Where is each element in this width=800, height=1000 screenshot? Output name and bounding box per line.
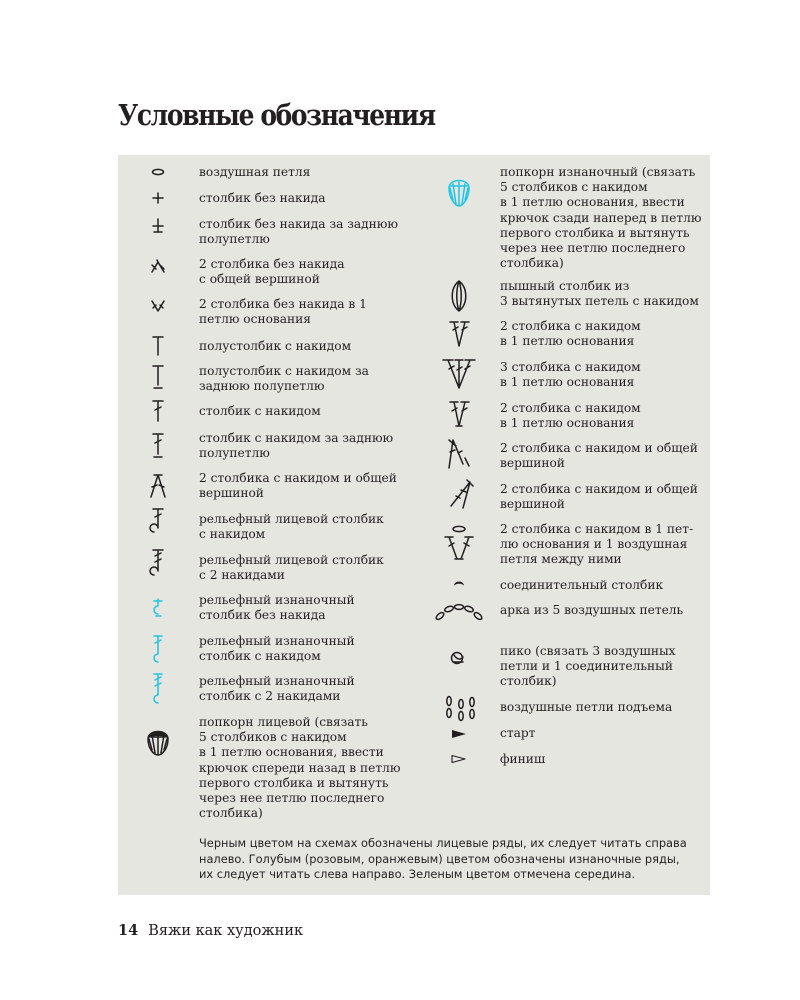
legend-label-line: с общей вершиной	[199, 272, 320, 287]
finish-arrow-icon	[439, 739, 479, 779]
legend-label-line: попкорн лицевой (связать	[199, 715, 368, 729]
back-post-tr-icon	[138, 671, 178, 711]
legend-label-line: в 1 петлю основания	[500, 375, 635, 390]
legend-label-line: в 1 петлю основания, ввести	[199, 745, 384, 760]
legend-label-line: заднюю полупетлю	[199, 379, 325, 394]
legend-label	[199, 297, 367, 327]
legend-label-line: 2 столбика с накидом	[500, 401, 641, 415]
legend-label-line: лю основания и 1 воздушная	[500, 537, 688, 552]
page-title: Условные обозначения	[118, 98, 435, 132]
v-stitch-icon	[439, 523, 479, 563]
legend-label	[500, 752, 545, 767]
legend-label-line: 3 столбика с накидом	[500, 360, 641, 374]
legend-label	[199, 593, 355, 623]
legend-label-line: полустолбик с накидом за	[199, 364, 369, 378]
legend-label-line: через нее петлю последнего	[500, 241, 686, 256]
legend-label-line: столбик без накида за заднюю	[199, 217, 398, 231]
legend-label-line: 2 столбика с накидом в 1 пет-	[500, 522, 694, 536]
legend-label	[500, 700, 672, 715]
legend-label	[199, 364, 369, 394]
legend-label-line: 2 столбика с накидом и общей	[199, 471, 397, 485]
legend-label	[500, 482, 698, 512]
legend-label-line: рельефный лицевой столбик	[199, 553, 384, 567]
front-post-tr-icon	[138, 545, 178, 585]
dc3-increase-icon	[439, 354, 479, 394]
legend-label-line: в 1 петлю основания	[500, 334, 635, 349]
sc-increase-icon	[138, 286, 178, 326]
single-crochet-back-loop-icon	[138, 205, 178, 245]
legend-label-line: вершиной	[500, 497, 565, 512]
legend-label-line: арка из 5 воздушных петель	[500, 603, 684, 617]
legend-label	[500, 522, 693, 568]
legend-label-line: пышный столбик из	[500, 279, 630, 293]
legend-label	[500, 165, 701, 271]
legend-label-line: 5 столбиков с накидом	[500, 180, 648, 195]
legend-label	[199, 553, 384, 583]
legend-label	[199, 257, 344, 287]
legend-label-line: петли и 1 соединительный	[500, 659, 673, 674]
legend-label-line: полустолбик с накидом	[199, 339, 352, 353]
legend-label-line: с накидом	[199, 527, 266, 542]
legend-label-line: петля между ними	[500, 552, 622, 567]
legend-label-line: столбик с накидом	[199, 649, 321, 664]
legend-label-line: воздушная петля	[199, 165, 311, 179]
legend-label	[199, 431, 393, 461]
legend-label-line: первого столбика и вытянуть	[500, 225, 690, 240]
legend-label	[199, 217, 398, 247]
legend-label-line: рельефный изнаночный	[199, 593, 355, 607]
note-line: Черным цветом на схемах обозначены лицевые ряды, их следует читать справа	[199, 836, 687, 850]
legend-label-line: вершиной	[500, 456, 565, 471]
book-title: Вяжи как художник	[148, 923, 304, 939]
legend-label-line: соединительный столбик	[500, 578, 664, 592]
legend-label-line: столбик с 2 накидами	[199, 689, 341, 704]
legend-label-line: столбик с накидом за заднюю	[199, 431, 394, 445]
popcorn-front-icon	[138, 721, 178, 761]
legend-label-line: 5 столбиков с накидом	[199, 730, 347, 745]
dc-increase-alt-icon	[439, 394, 479, 434]
legend-label-line: столбик без накида	[199, 191, 326, 205]
legend-label	[500, 726, 535, 741]
dc-increase-icon	[439, 314, 479, 354]
dc2tog-left-icon	[439, 434, 479, 474]
dc-back-loop-icon	[138, 425, 178, 465]
legend-label-line: столбик)	[500, 674, 557, 689]
legend-label-line: попкорн изнаночный (связать	[500, 165, 696, 179]
dc2tog-icon	[138, 466, 178, 506]
legend-label	[199, 512, 384, 542]
legend-label-line: столбик без накида	[199, 608, 326, 623]
legend-label	[199, 634, 355, 664]
back-post-dc-icon	[138, 630, 178, 670]
legend-label-line: рельефный изнаночный	[199, 634, 355, 648]
legend-label	[199, 165, 310, 180]
front-post-dc-icon	[138, 502, 178, 542]
legend-label-line: рельефный лицевой столбик	[199, 512, 384, 526]
legend-label	[500, 360, 641, 390]
legend-label	[199, 404, 321, 419]
legend-label-line: в 1 петлю основания, ввести	[500, 195, 685, 210]
legend-label-line: петлю основания	[199, 312, 311, 327]
page-number: 14	[118, 922, 139, 939]
legend-label-line: пико (связать 3 воздушных	[500, 644, 676, 658]
legend-label-line: с 2 накидами	[199, 568, 285, 583]
legend-label-line: через нее петлю последнего	[199, 791, 385, 806]
legend-label	[500, 279, 699, 309]
popcorn-back-icon	[439, 172, 479, 212]
legend-label-line: крючок сзади наперед в петлю	[500, 210, 702, 225]
picot-icon	[439, 638, 479, 678]
legend-label-line: 2 столбика без накида	[199, 257, 345, 271]
legend-label-line: 2 столбика с накидом	[500, 319, 641, 333]
legend-label	[500, 644, 676, 690]
legend-label-line: столбик с накидом	[199, 404, 321, 418]
legend-note	[199, 836, 687, 883]
legend-label-line: крючок спереди назад в петлю	[199, 760, 401, 775]
back-post-sc-icon	[138, 589, 178, 629]
legend-label	[500, 578, 663, 593]
hdc-back-loop-icon	[138, 356, 178, 396]
chain-arch-icon	[439, 592, 479, 632]
dc2tog-right-icon	[439, 474, 479, 514]
note-line: их следует читать слева направо. Зеленым цветом отмечена середина.	[199, 867, 636, 881]
note-line: налево. Голубым (розовым, оранжевым) цветом обозначены изнаночные ряды,	[199, 851, 680, 866]
legend-label-line: рельефный изнаночный	[199, 674, 355, 688]
legend-label-line: полупетлю	[199, 232, 270, 247]
page-footer	[118, 922, 303, 939]
legend-label	[199, 191, 326, 206]
puff-stitch-icon	[439, 276, 479, 316]
legend-label	[199, 674, 355, 704]
legend-label-line: полупетлю	[199, 446, 270, 461]
legend-label-line: столбика)	[199, 806, 263, 821]
legend-label	[500, 401, 641, 431]
legend-label-line: в 1 петлю основания	[500, 416, 635, 431]
legend-label-line: столбика)	[500, 256, 564, 271]
legend-label-line: 2 столбика с накидом и общей	[500, 482, 698, 496]
legend-label-line: воздушные петли подъема	[500, 700, 673, 714]
legend-label-line: старт	[500, 726, 536, 740]
legend-label-line: 2 столбика с накидом и общей	[500, 441, 698, 455]
legend-label	[500, 441, 698, 471]
legend-label-line: 2 столбика без накида в 1	[199, 297, 367, 311]
legend-label-line: первого столбика и вытянуть	[199, 775, 389, 790]
legend-label	[500, 319, 641, 349]
legend-label-line: вершиной	[199, 486, 264, 501]
legend-label	[199, 339, 351, 354]
legend-label	[500, 603, 683, 618]
legend-label	[199, 715, 400, 821]
sc2tog-icon	[138, 246, 178, 286]
legend-label-line: финиш	[500, 752, 546, 766]
legend-label-line: 3 вытянутых петель с накидом	[500, 294, 699, 309]
legend-label	[199, 471, 397, 501]
